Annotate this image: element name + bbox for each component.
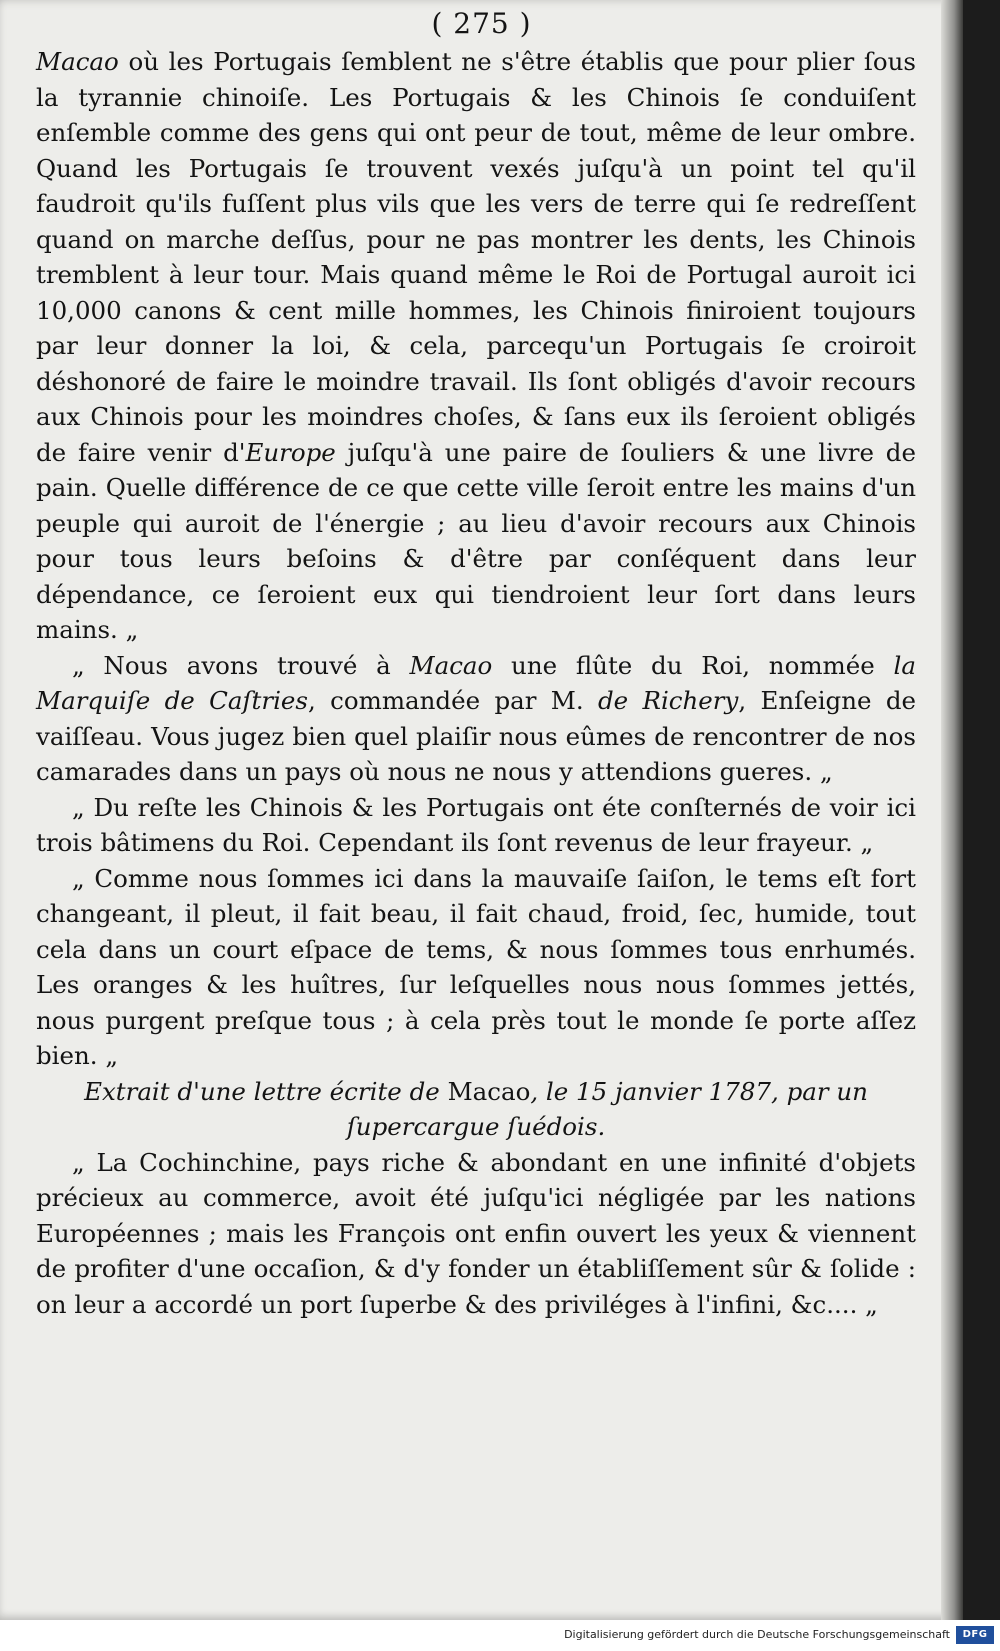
- text-segment: une flûte du Roi, nommée: [492, 650, 894, 680]
- italic-text: Macao: [409, 650, 493, 680]
- extract-note-after: , le 15 janvier 1787, par un ſupercargue ſuédois.: [346, 1076, 868, 1141]
- italic-text: de Richery: [597, 686, 739, 715]
- dfg-logo: DFG: [956, 1626, 994, 1644]
- text-segment: où les Portugais ſemblent ne s'être établis que pour plier ſous la tyrannie chinoiſe. Les Portugais & les Chinois ſe conduiſent enſemble comme des gens qui ont peur de tout, même de leur ombre. Quand les Portugais ſe trouvent vexés juſqu'à un point tel qu'il faudroit qu'ils fuſſent plus vils que les vers de terre qui ſe redreſſent quand on marche deſſus, pour ne pas montrer les dents, les Chinois tremblent à leur tour. Mais quand même le Roi de Portugal auroit ici 10,000 canons & cent mille hommes, les Chinois finiroient toujours par leur donner la loi, & cela, parcequ'un Portugais ſe croiroit déshonoré de faire le moindre travail. Ils ſont obligés d'avoir recours aux Chinois pour les moindres choſes, & ſans eux ils ſeroient obligés de faire venir d': [36, 47, 916, 467]
- paragraph: [36, 648, 916, 790]
- paragraph-list: [36, 44, 916, 1074]
- paragraph: [36, 790, 916, 861]
- extract-note: [36, 1074, 916, 1145]
- text-segment: „ Du reſte les Chinois & les Portugais ont éte conſternés de voir ici trois bâtimens du Roi. Cependant ils ſont revenus de leur frayeur. „: [36, 792, 916, 857]
- paragraph: [36, 44, 916, 648]
- italic-text: la Marquiſe de Caſtries: [36, 650, 916, 715]
- body-text: [36, 44, 916, 1322]
- text-segment: , commandée par M.: [308, 686, 598, 715]
- footer-bar: [0, 1620, 1000, 1651]
- page-number: ( 275 ): [431, 7, 532, 40]
- book-spine-shadow: [941, 0, 963, 1620]
- text-segment: , Enſeigne de vaiſſeau. Vous jugez bien quel plaiſir nous eûmes de rencontrer de nos camarades dans un pays où nous ne nous y attendions gueres. „: [36, 686, 916, 786]
- footer-credit: Digitalisierung gefördert durch die Deutsche Forschungsgemeinschaft: [564, 1628, 950, 1641]
- final-paragraph: „ La Cochinchine, pays riche & abondant en une infinité d'objets précieux au commerce, avoit été juſqu'ici négligée par les nations Européennes ; mais les François ont enfin ouvert les yeux & viennent de profiter d'une occaſion, & d'y fonder un établiſſement sûr & ſolide : on leur a accordé un port ſuperbe & des priviléges à l'infini, &c.... „: [36, 1147, 916, 1319]
- extract-note-place: Macao: [447, 1076, 531, 1106]
- extract-note-before: Extrait d'une lettre écrite de: [84, 1076, 448, 1106]
- text-segment: „ Comme nous ſommes ici dans la mauvaiſe ſaiſon, le tems eſt fort changeant, il pleut, il fait beau, il fait chaud, froid, ſec, humide, tout cela dans un court eſpace de tems, & nous ſommes tous enrhumés. Les oranges & les huîtres, ſur leſquelles nous nous ſommes jettés, nous purgent preſque tous ; à cela près tout le monde ſe porte aſſez bien. „: [36, 863, 916, 1070]
- text-segment: juſqu'à une paire de ſouliers & une livre de pain. Quelle différence de ce que cette ville ſeroit entre les mains d'un peuple qui auroit de l'énergie ; au lieu d'avoir recours aux Chinois pour tous leurs beſoins & d'être par conſéquent dans leur dépendance, ce ſeroient eux qui tiendroient leur ſort dans leurs mains. „: [36, 437, 916, 644]
- italic-text: Europe: [245, 437, 336, 467]
- italic-text: Macao: [36, 47, 119, 76]
- paragraph: [36, 861, 916, 1074]
- text-segment: „ Nous avons trouvé à: [72, 650, 410, 680]
